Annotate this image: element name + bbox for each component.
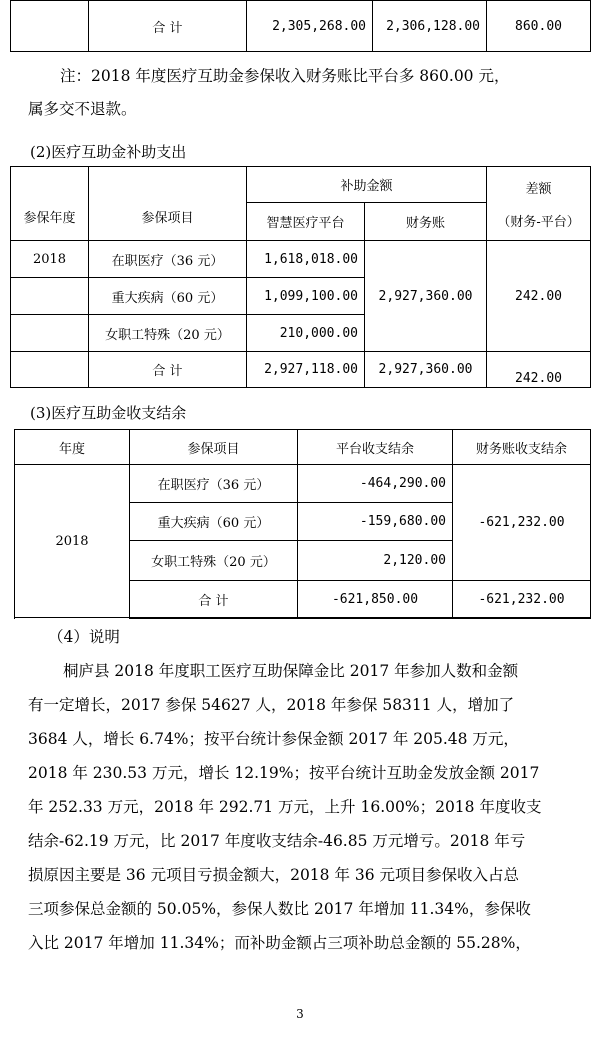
total-platform: -621,850.00	[298, 581, 453, 619]
item-cell: 在职医疗（36 元）	[130, 465, 298, 503]
table-row	[11, 241, 591, 278]
header-item: 参保项目	[130, 430, 298, 465]
body-line: 年 252.33 万元，2018 年 292.71 万元，上升 16.00%；2018 年度收支	[28, 798, 542, 816]
item-cell: 在职医疗（36 元）	[89, 241, 247, 278]
empty-cell	[11, 352, 89, 388]
balance-table	[14, 429, 591, 619]
body-line: 三项参保总金额的 50.05%，参保人数比 2017 年增加 11.34%，参保收	[28, 900, 531, 918]
empty-cell	[11, 1, 89, 52]
total-finance: 2,927,360.00	[365, 352, 487, 388]
total-label: 合 计	[89, 352, 247, 388]
total-diff: 242.00	[487, 352, 591, 388]
finance-value: 2,306,128.00	[373, 1, 487, 52]
total-platform: 2,927,118.00	[247, 352, 365, 388]
section3-heading: (3)医疗互助金收支结余	[30, 404, 187, 422]
header-diff-label: 差额	[525, 181, 552, 197]
item-cell: 重大疾病（60 元）	[89, 278, 247, 315]
platform-cell: 210,000.00	[247, 315, 365, 352]
body-line: 损原因主要是 36 元项目亏损金额大，2018 年 36 元项目参保收入占总	[28, 866, 520, 884]
section2-heading: (2)医疗互助金补助支出	[30, 143, 187, 161]
section4-heading: （4）说明	[48, 628, 120, 646]
platform-cell: 1,618,018.00	[247, 241, 365, 278]
note-line-2: 属多交不退款。	[28, 100, 137, 118]
total-label: 合 计	[130, 581, 298, 619]
finance-merged-cell: -621,232.00	[453, 465, 591, 581]
table-row	[11, 352, 591, 388]
page-number: 3	[296, 1007, 304, 1021]
table-row	[15, 465, 591, 503]
finance-merged-cell: 2,927,360.00	[365, 241, 487, 352]
header-item: 参保项目	[89, 167, 247, 241]
income-table-total	[10, 0, 591, 52]
total-label: 合 计	[89, 1, 247, 52]
table-row	[11, 1, 591, 52]
item-cell: 女职工特殊（20 元）	[130, 541, 298, 581]
subsidy-table	[10, 166, 591, 388]
header-year: 参保年度	[11, 167, 89, 241]
item-cell: 女职工特殊（20 元）	[89, 315, 247, 352]
body-line: 有一定增长，2017 参保 54627 人，2018 年参保 58311 人，增加了	[28, 696, 515, 714]
empty-cell	[11, 315, 89, 352]
header-finance: 财务账收支结余	[453, 430, 591, 465]
body-line: 桐庐县 2018 年度职工医疗互助保障金比 2017 年参加人数和金额	[63, 662, 519, 680]
year-cell: 2018	[11, 241, 89, 278]
header-platform: 平台收支结余	[298, 430, 453, 465]
platform-cell: -464,290.00	[298, 465, 453, 503]
diff-merged-cell: 242.00	[487, 241, 591, 352]
diff-value: 860.00	[487, 1, 591, 52]
note-line-1: 注：2018 年度医疗互助金参保收入财务账比平台多 860.00 元，	[60, 67, 510, 85]
body-line: 2018 年 230.53 万元，增长 12.19%；按平台统计互助金发放金额 2017	[28, 764, 540, 782]
item-cell: 重大疾病（60 元）	[130, 503, 298, 541]
header-finance: 财务账	[365, 203, 487, 241]
platform-value: 2,305,268.00	[247, 1, 373, 52]
header-platform: 智慧医疗平台	[247, 203, 365, 241]
body-line: 结余-62.19 万元，比 2017 年度收支结余-46.85 万元增亏。2018 年亏	[28, 832, 526, 850]
platform-cell: 2,120.00	[298, 541, 453, 581]
header-diff-sub: （财务-平台）	[497, 214, 580, 230]
empty-cell	[11, 278, 89, 315]
year-cell: 2018	[15, 465, 130, 619]
body-line: 入比 2017 年增加 11.34%；而补助金额占三项补助总金额的 55.28%，	[28, 934, 531, 952]
platform-cell: 1,099,100.00	[247, 278, 365, 315]
header-diff	[487, 167, 591, 241]
total-finance: -621,232.00	[453, 581, 591, 619]
body-line: 3684 人，增长 6.74%；按平台统计参保金额 2017 年 205.48 万元，	[28, 730, 519, 748]
table-row	[11, 167, 591, 203]
header-subsidy: 补助金额	[247, 167, 487, 203]
table-row	[15, 430, 591, 465]
header-year: 年度	[15, 430, 130, 465]
table3-bottom-border	[14, 617, 591, 618]
platform-cell: -159,680.00	[298, 503, 453, 541]
